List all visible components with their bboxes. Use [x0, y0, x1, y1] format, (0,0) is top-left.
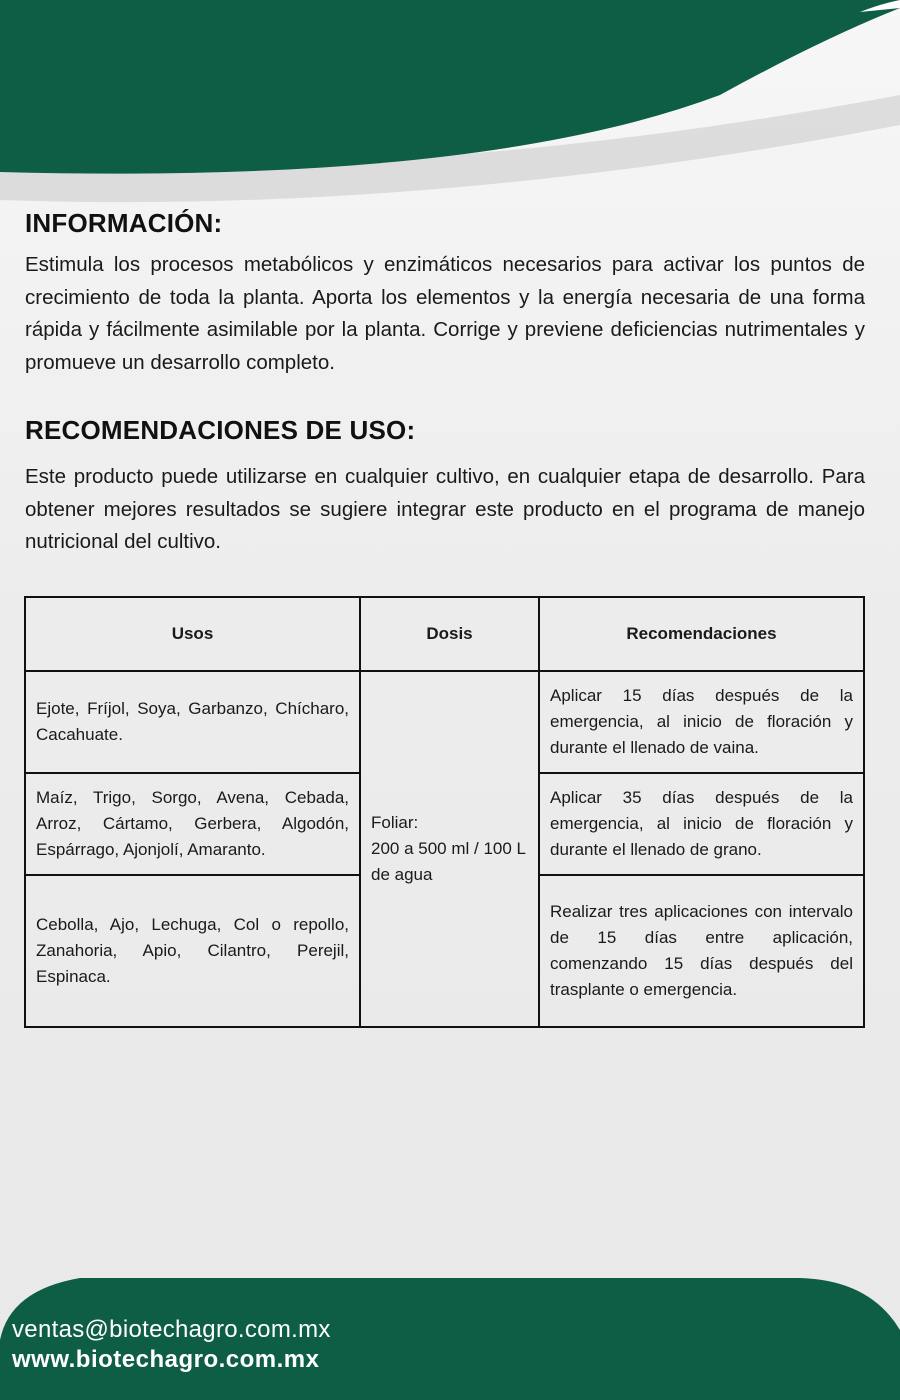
recomendaciones-cell: Aplicar 15 días después de la emergencia, al inicio de floración y durante el llenado de vaina. [539, 671, 864, 773]
dosis-cell [360, 671, 539, 1027]
recomendaciones-cell: Aplicar 35 días después de la emergencia, al inicio de floración y durante el llenado de grano. [539, 773, 864, 875]
info-heading: INFORMACIÓN: [25, 208, 223, 238]
table-row [25, 671, 864, 773]
dosis-method: Foliar: [371, 813, 419, 832]
recommendations-paragraph: Este producto puede utilizarse en cualquier cultivo, en cualquier etapa de desarrollo. Para obtener mejores resultados se sugiere integrar este producto en el programa de manejo nutricional del cultivo. [25, 465, 865, 553]
footer-email[interactable]: ventas@biotechagro.com.mx [12, 1316, 331, 1343]
header-dosis: Dosis [360, 597, 539, 671]
recomendaciones-cell: Realizar tres aplicaciones con intervalo de 15 días entre aplicación, comenzando 15 días después del trasplante o emergencia. [539, 875, 864, 1027]
table-header-row [25, 597, 864, 671]
header-recomendaciones: Recomendaciones [539, 597, 864, 671]
recommendations-heading: RECOMENDACIONES DE USO: [25, 415, 416, 445]
header-usos: Usos [25, 597, 360, 671]
dosage-table [24, 596, 865, 1028]
info-paragraph: Estimula los procesos metabólicos y enzimáticos necesarios para activar los puntos de crecimiento de toda la planta. Aporta los elementos y la energía necesaria de una forma rápida y fácilmente asimilable por la planta. Corrige y previene deficiencias nutrimentales y promueve un desarrollo completo. [25, 253, 865, 374]
usos-cell: Maíz, Trigo, Sorgo, Avena, Cebada, Arroz, Cártamo, Gerbera, Algodón, Espárrago, Ajonjolí, Amaranto. [25, 773, 360, 875]
footer-website[interactable]: www.biotechagro.com.mx [12, 1346, 320, 1373]
usos-cell: Ejote, Fríjol, Soya, Garbanzo, Chícharo, Cacahuate. [25, 671, 360, 773]
dosis-amount: 200 a 500 ml / 100 L de agua [371, 839, 526, 884]
usos-cell: Cebolla, Ajo, Lechuga, Col o repollo, Zanahoria, Apio, Cilantro, Perejil, Espinaca. [25, 875, 360, 1027]
top-wave-banner [0, 0, 900, 210]
